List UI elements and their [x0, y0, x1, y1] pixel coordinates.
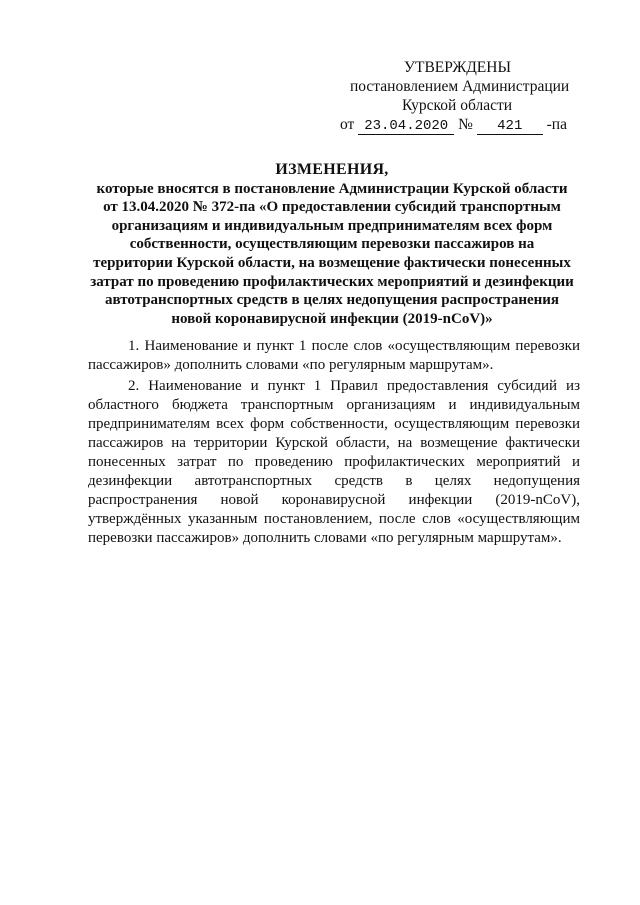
- title-line: новой коронавирусной инфекции (2019-nCoV)»: [171, 310, 493, 327]
- document-title: [82, 161, 582, 328]
- paragraph-1: 1. Наименование и пункт 1 после слов «осуществляющим перевозки пассажиров» дополнить словами «по регулярным маршрутам».: [88, 338, 580, 373]
- approved-by: постановлением Администрации: [350, 78, 570, 95]
- paragraph-2: 2. Наименование и пункт 1 Правил предоставления субсидий из областного бюджета транспортным организациям и индивидуальным предпринимателям всех форм собственности, осуществляющим перевозки пассажиров на территории Курской области, на возмещение фактически понесенных затрат по проведению профилактических мероприятий и дезинфекции автотранспортных средств в целях недопущения распространения новой коронавирусной инфекции (2019-nCoV), утверждённых указанным постановлением, после слов «осуществляющим перевозки пассажиров» дополнить словами «по регулярным маршрутам».: [88, 378, 580, 546]
- approved-heading: УТВЕРЖДЕНЫ: [404, 59, 511, 76]
- title-line: собственности, осуществляющим перевозки пассажиров на: [129, 236, 535, 253]
- from-label: от: [340, 116, 355, 133]
- title-line: от 13.04.2020 № 372-па «О предоставлении субсидий транспортным: [103, 199, 561, 216]
- decree-date: 23.04.2020: [358, 118, 454, 135]
- title-line: организациям и индивидуальным предпринимателям всех форм: [111, 217, 553, 234]
- approved-region: Курской области: [402, 97, 513, 114]
- title-line: территории Курской области, на возмещение фактически понесенных: [93, 254, 571, 271]
- approval-stamp: [330, 58, 590, 135]
- document-body: [88, 337, 580, 550]
- decree-number: 421: [477, 118, 543, 135]
- title-line: затрат по проведению профилактических мероприятий и дезинфекции: [90, 273, 574, 290]
- approval-date-number: [330, 115, 590, 135]
- title-main: ИЗМЕНЕНИЯ,: [275, 161, 389, 178]
- number-suffix: -па: [546, 116, 567, 133]
- title-line: автотранспортных средств в целях недопущения распространения: [104, 292, 560, 309]
- title-line: которые вносятся в постановление Администрации Курской области: [96, 180, 568, 197]
- number-label: №: [458, 116, 473, 133]
